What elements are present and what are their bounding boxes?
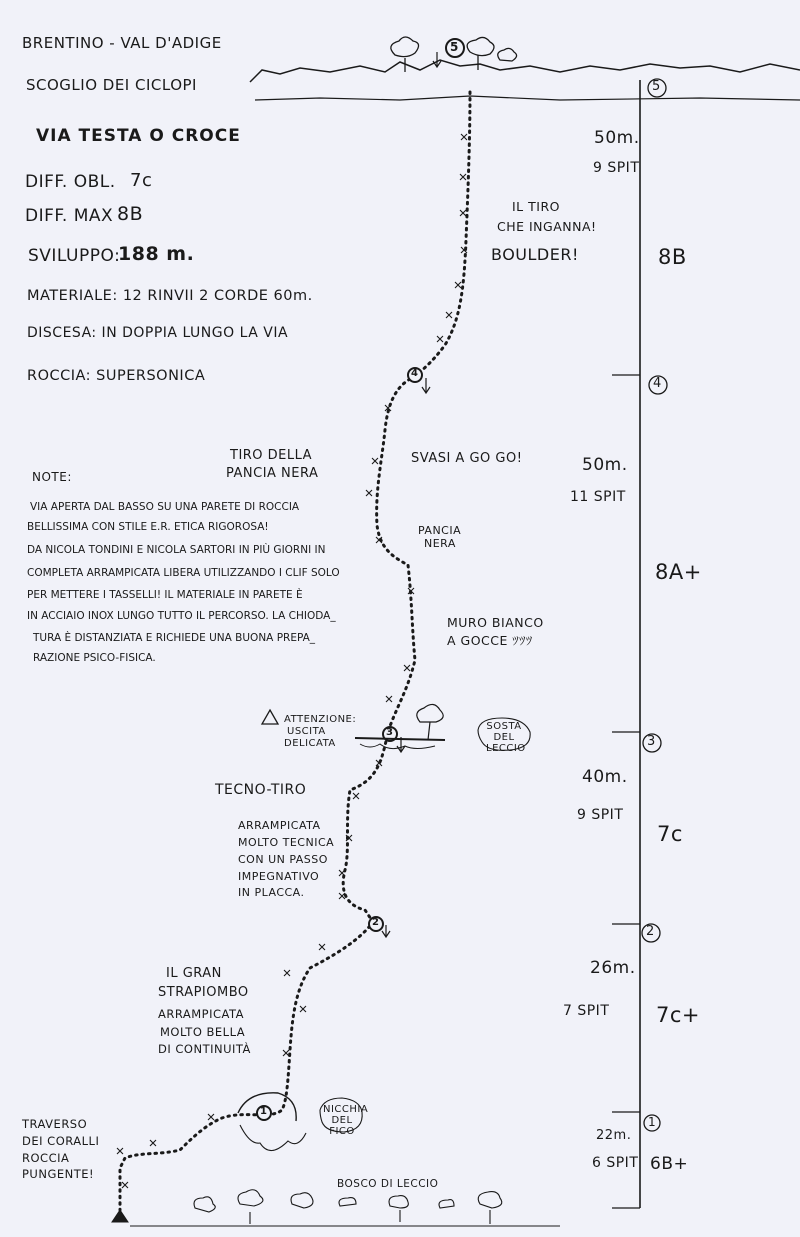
pitch-length: 22m. <box>596 1128 632 1143</box>
start-marker <box>112 1210 128 1222</box>
gran-desc: ARRAMPICATA <box>158 1007 244 1021</box>
pitch-length: 50m. <box>582 455 628 475</box>
materiale: MATERIALE: 12 RINVII 2 CORDE 60m. <box>27 288 313 304</box>
note-line: TURA È DISTANZIATA E RICHIEDE UNA BUONA PREPA_ <box>33 632 316 644</box>
pitch-spit: 6 SPIT <box>592 1155 639 1171</box>
label-bosco: BOSCO DI LECCIO <box>337 1178 439 1190</box>
pitch-grade: 7c <box>657 822 683 846</box>
label-gran-strapiombo-1: IL GRAN <box>166 966 222 981</box>
pitch-length: 40m. <box>582 767 628 787</box>
tecno-desc: MOLTO TECNICA <box>238 836 335 849</box>
label-traverso-3: ROCCIA <box>22 1151 70 1165</box>
label-pancia-nera-1: PANCIA <box>418 524 462 537</box>
pitch-grade: 6B+ <box>650 1154 689 1174</box>
label-pancia-nera-2: NERA <box>424 537 456 550</box>
label-tecno-tiro: TECNO-TIRO <box>215 782 307 798</box>
belay-number-route: 3 <box>386 727 394 738</box>
label-boulder: BOULDER! <box>491 245 579 264</box>
label-attenzione-2: USCITA <box>287 726 326 737</box>
label-sosta-leccio-1: SOSTA <box>486 721 522 732</box>
note-line: VIA APERTA DAL BASSO SU UNA PARETE DI ROCCIA <box>30 501 300 513</box>
label-tiro-pancia-1: TIRO DELLA <box>230 448 313 463</box>
warning-icon <box>262 710 278 724</box>
pitch-grade: 8B <box>658 245 687 269</box>
diff-obl-label: DIFF. OBL. <box>25 172 116 192</box>
roccia: ROCCIA: SUPERSONICA <box>27 368 206 384</box>
gran-desc: MOLTO BELLA <box>160 1025 246 1039</box>
label-attenzione-3: DELICATA <box>284 738 336 749</box>
pitch-spit: 9 SPIT <box>577 807 624 823</box>
gran-desc: DI CONTINUITÀ <box>158 1042 251 1056</box>
belay-number-route: 4 <box>411 368 419 379</box>
belay-number-scale: 4 <box>653 376 662 391</box>
pitch-grade: 7c+ <box>656 1003 701 1027</box>
label-muro-bianco-2: A GOCCE ﾂﾂﾂ <box>447 633 533 648</box>
note-line: DA NICOLA TONDINI E NICOLA SARTORI IN PIÙ GIORNI IN <box>27 544 326 556</box>
belay-number-route: 1 <box>260 1106 268 1117</box>
label-traverso-1: TRAVERSO <box>22 1117 88 1131</box>
location-title: BRENTINO - VAL D'ADIGE <box>22 34 222 52</box>
diff-max-value: 8B <box>117 203 144 225</box>
pitch-spit: 7 SPIT <box>563 1003 610 1019</box>
label-traverso-2: DEI CORALLI <box>22 1134 100 1148</box>
pitch-grade: 8A+ <box>655 560 702 584</box>
note-line: IN ACCIAIO INOX LUNGO TUTTO IL PERCORSO. LA CHIODA_ <box>27 610 336 622</box>
belay-number-scale: 2 <box>646 924 655 939</box>
belay-number-scale: 5 <box>652 79 661 94</box>
note-line: PER METTERE I TASSELLI! IL MATERIALE IN PARETE È <box>27 589 303 601</box>
belay-number-scale: 3 <box>647 734 656 749</box>
label-tiro-pancia-2: PANCIA NERA <box>226 466 319 481</box>
tecno-desc: CON UN PASSO <box>238 853 328 866</box>
note-line: RAZIONE PSICO-FISICA. <box>33 652 156 664</box>
tecno-desc: IMPEGNATIVO <box>238 870 320 883</box>
pitch-length: 26m. <box>590 958 636 978</box>
label-nicchia-1: NICCHIA <box>323 1104 369 1115</box>
notes-heading: NOTE: <box>32 470 72 484</box>
note-line: COMPLETA ARRAMPICATA LIBERA UTILIZZANDO I CLIF SOLO <box>27 567 340 579</box>
label-tiro-inganna-1: IL TIRO <box>512 199 560 214</box>
route-name: VIA TESTA O CROCE <box>36 126 241 146</box>
summit-ridge <box>250 60 800 82</box>
bottom-trees <box>194 1190 502 1224</box>
label-nicchia-2: DEL <box>331 1115 353 1126</box>
diff-obl-value: 7c <box>130 170 153 191</box>
tecno-desc: ARRAMPICATA <box>238 819 321 832</box>
belay-number-scale: 1 <box>648 1115 657 1129</box>
discesa: DISCESA: IN DOPPIA LUNGO LA VIA <box>27 325 289 341</box>
belay-number-route: 2 <box>372 917 380 928</box>
label-attenzione-1: ATTENZIONE: <box>284 714 357 725</box>
label-tiro-inganna-2: CHE INGANNA! <box>497 219 597 234</box>
label-gran-strapiombo-2: STRAPIOMBO <box>158 985 249 1000</box>
pitch-length: 50m. <box>594 128 640 148</box>
note-line: BELLISSIMA CON STILE E.R. ETICA RIGOROSA! <box>27 521 269 533</box>
pitch-spit: 11 SPIT <box>570 489 626 505</box>
label-svasi: SVASI A GO GO! <box>411 451 523 466</box>
pitch-spit: 9 SPIT <box>593 160 640 176</box>
label-traverso-4: PUNGENTE! <box>22 1167 95 1181</box>
diff-max-label: DIFF. MAX <box>25 206 114 226</box>
sviluppo-label: SVILUPPO: <box>28 246 121 266</box>
belay-number-route: 5 <box>450 40 459 54</box>
tecno-desc: IN PLACCA. <box>238 886 305 899</box>
label-nicchia-3: FICO <box>329 1126 355 1137</box>
crag-name: SCOGLIO DEI CICLOPI <box>26 76 197 94</box>
label-muro-bianco-1: MURO BIANCO <box>447 615 544 630</box>
label-sosta-leccio-3: LECCIO <box>486 743 526 754</box>
label-sosta-leccio-2: DEL <box>493 732 515 743</box>
sviluppo-value: 188 m. <box>118 243 195 265</box>
